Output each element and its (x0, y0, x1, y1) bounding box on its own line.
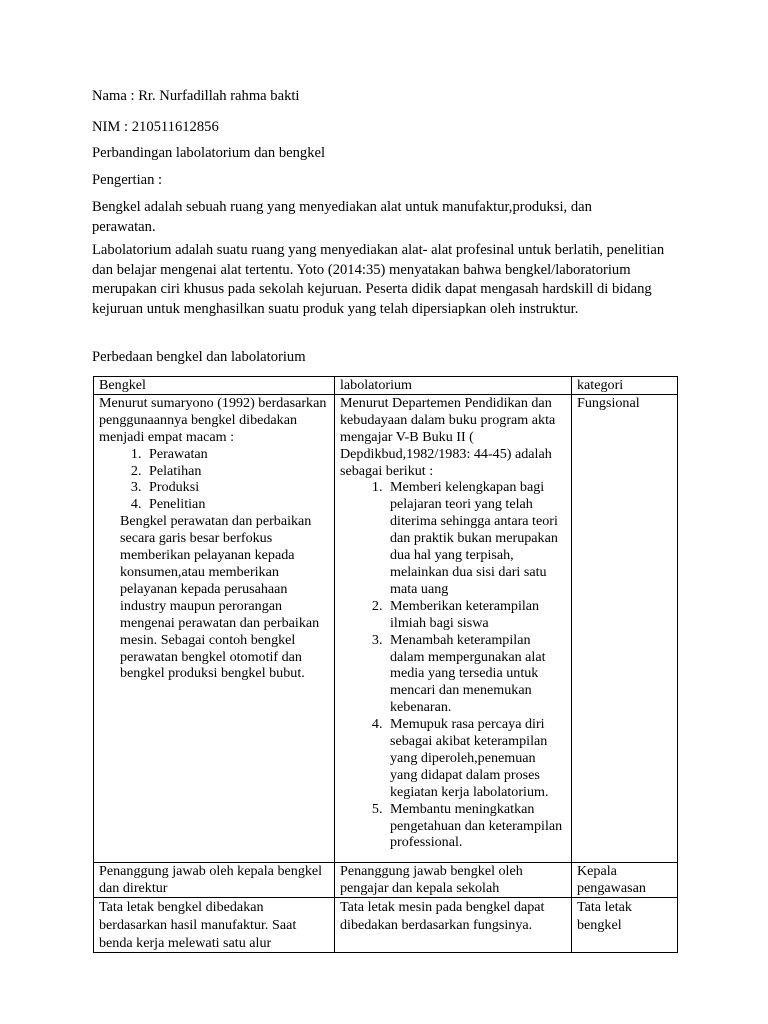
list-item: 5. Membantu meningkatkan pengetahuan dan keterampilan professional. (386, 801, 566, 852)
list-item: 1. Memberi kelengkapan bagi pelajaran teori yang telah diterima sehingga antara teori dan praktik bukan merupakan dua hal yang terpisah, melainkan dua sisi dari satu mata uang (386, 479, 566, 597)
lab-intro: Menurut Departemen Pendidikan dan kebudayaan dalam buku program akta mengajar V-B Buku II ( Depdikbud,1982/1983: 44-45) adalah sebagai berikut : (340, 394, 556, 479)
definition-labolatorium: Labolatorium adalah suatu ruang yang menyediakan alat- alat profesinal untuk berlatih, penelitian dan belajar mengenai alat tertentu. Yoto (2014:35) menyatakan bahwa bengkel/laboratorium merupakan ciri khusus pada sekolah kejuruan. Peserta didik dapat mengasah hardskill di bidang kejuruan untuk menghasilkan suatu produk yang telah dipersiapkan oleh instruktur. (92, 242, 665, 317)
list-item: 3. Produksi (145, 479, 329, 496)
list-item: 2. Memberikan keterampilan ilmiah bagi siswa (386, 598, 566, 632)
list-item: 2. Pelatihan (145, 463, 329, 480)
table-row (94, 897, 678, 952)
student-nim: NIM : 210511612856 (92, 119, 219, 135)
header-bengkel: Bengkel (94, 377, 335, 395)
table-row (94, 394, 678, 862)
table-title: Perbedaan bengkel dan labolatorium (92, 349, 306, 365)
cell-lab-tata-letak: Tata letak mesin pada bengkel dapat dibedakan berdasarkan fungsinya. (335, 897, 572, 952)
list-item: 4. Penelitian (145, 496, 329, 513)
bengkel-note: Bengkel perawatan dan perbaikan secara garis besar berfokus memberikan pelayanan kepada konsumen,atau memberikan pelayanan kepada perusahaan industry maupun perorangan mengenai perawatan dan perbaikan mesin. Sebagai contoh bengkel perawatan bengkel otomotif dan bengkel produksi bengkel bubut. (120, 513, 320, 682)
cell-kategori-pengawasan: Kepala pengawasan (572, 862, 678, 897)
bengkel-intro: Menurut sumaryono (1992) berdasarkan penggunaannya bengkel dibedakan menjadi empat macam : (99, 394, 327, 445)
section-heading: Pengertian : (92, 172, 163, 188)
cell-bengkel-tata-letak: Tata letak bengkel dibedakan berdasarkan hasil manufaktur. Saat benda kerja melewati satu alur (94, 897, 335, 952)
document-title: Perbandingan labolatorium dan bengkel (92, 145, 326, 161)
cell-bengkel-pengawasan: Penanggung jawab oleh kepala bengkel dan direktur (94, 862, 335, 897)
lab-list (340, 479, 566, 851)
student-name: Nama : Rr. Nurfadillah rahma bakti (92, 88, 300, 104)
table-row (94, 862, 678, 897)
cell-bengkel-fungsional (94, 394, 335, 862)
table-header-row (94, 377, 678, 395)
header-labolatorium: labolatorium (335, 377, 572, 395)
list-item: 4. Memupuk rasa percaya diri sebagai akibat keterampilan yang diperoleh,penemuan yang didapat dalam proses kegiatan kerja labolatorium. (386, 716, 566, 801)
cell-kategori-fungsional: Fungsional (572, 394, 678, 862)
list-item: 3. Menambah keterampilan dalam mempergunakan alat media yang tersedia untuk mencari dan menemukan kebenaran. (386, 632, 566, 717)
cell-lab-fungsional (335, 394, 572, 862)
list-item: 1. Perawatan (145, 446, 329, 463)
comparison-table (93, 376, 678, 953)
cell-kategori-tata-letak: Tata letak bengkel (572, 897, 678, 952)
header-kategori: kategori (572, 377, 678, 395)
bengkel-list (99, 446, 329, 514)
cell-lab-pengawasan: Penanggung jawab bengkel oleh pengajar dan kepala sekolah (335, 862, 572, 897)
definition-bengkel: Bengkel adalah sebuah ruang yang menyediakan alat untuk manufaktur,produksi, dan perawatan. (92, 199, 592, 235)
